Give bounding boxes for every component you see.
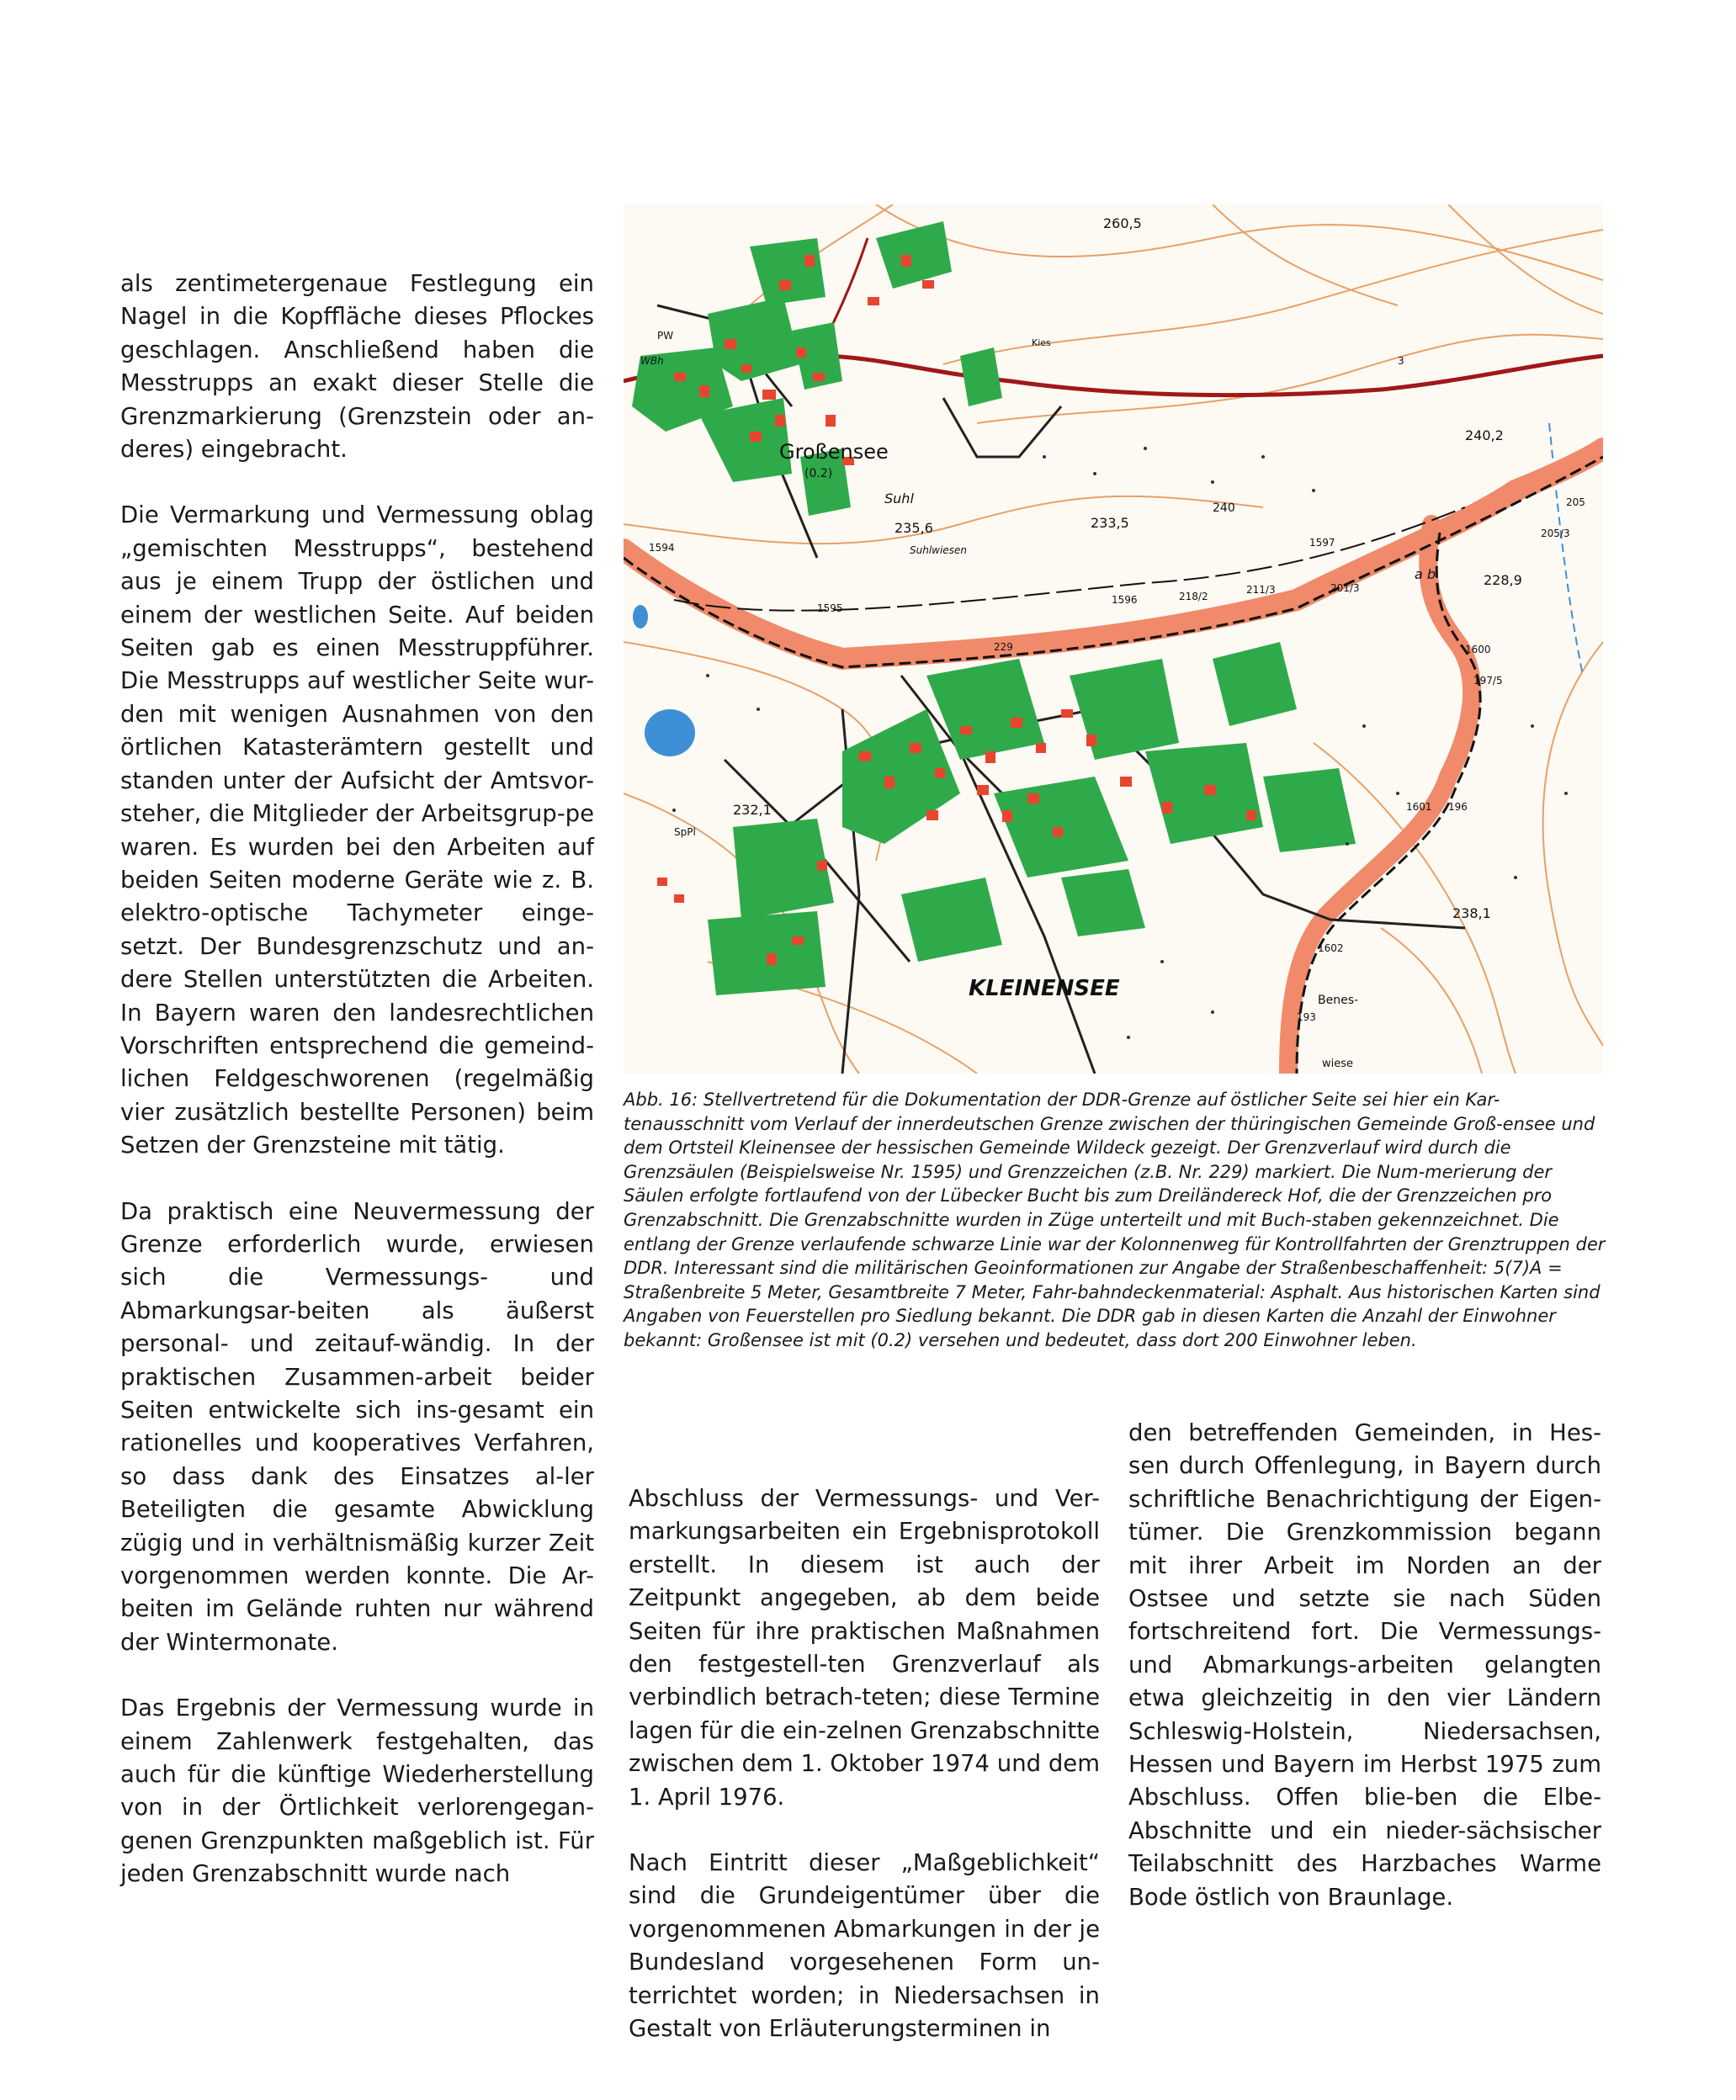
- marker-196: 196: [1448, 801, 1468, 813]
- height-260-5: 260,5: [1103, 215, 1142, 231]
- marker-211-3: 211/3: [1246, 584, 1276, 596]
- road-number-3: 3: [1398, 355, 1404, 367]
- paragraph: als zentimetergenaue Festlegung ein Nagel in die Kopffläche dieses Pflockes geschlagen. Anschließend haben die Messtrupps an exakt dieser Stelle die Grenzmarkierung (Grenzstein oder an-deres) eingebracht.: [120, 270, 594, 464]
- height-233-5: 233,5: [1091, 515, 1129, 531]
- paragraph: Die Vermarkung und Vermessung oblag „gemischten Messtrupps“, bestehend aus je einem Trupp der östlichen und einem der westlichen Seite. Auf beiden Seiten gab es einen Messtruppführer. Die Messtrupps auf westlicher Seite wur-den mit wenigen Ausnahmen von den örtlichen Katasterämtern gestellt und standen unter der Aufsicht der Amtsvor-steher, die Mitglieder der Arbeitsgrup-pe waren. Es wurden bei den Arbeiten auf beiden Seiten moderne Geräte wie z. B. elektro-optische Tachymeter einge-setzt. Der Bundesgrenzschutz und an-dere Stellen unterstützten die Arbeiten. In Bayern waren den landesrechtlichen Vorschriften entsprechend die gemeind-lichen Feldgeschworenen (regelmäßig vier zusätzlich bestellte Personen) beim Setzen der Grenzsteine mit tätig.: [120, 501, 594, 1159]
- height-228-9: 228,9: [1484, 572, 1522, 588]
- height-235-6: 235,6: [895, 520, 933, 536]
- marker-218-2: 218/2: [1179, 591, 1208, 602]
- paragraph: Nach Eintritt dieser „Maßgeblichkeit“ sind die Grundeigentümer über die vorgenommenen Abmarkungen in der je Bundesland vorgesehenen Form un-terrichtet worden; in Niedersachsen in Gestalt von Erläuterungsterminen in: [629, 1849, 1100, 2043]
- settlement-kleinensee: [708, 642, 1356, 995]
- left-text-column: [120, 268, 594, 1891]
- marker-205: 205: [1566, 496, 1585, 508]
- map-label-kies: Kies: [1032, 337, 1051, 348]
- map-label-wiese: wiese: [1322, 1058, 1354, 1070]
- marker-1596: 1596: [1112, 594, 1138, 606]
- marker-1595: 1595: [817, 602, 843, 614]
- marker-1597: 1597: [1309, 537, 1335, 549]
- middle-text-column: [629, 1482, 1100, 2046]
- map-label-wbh: WBh: [640, 355, 664, 367]
- marker-229: 229: [994, 641, 1013, 653]
- contour-label-240: 240: [1213, 501, 1235, 515]
- map-label-kleinensee: KLEINENSEE: [969, 976, 1120, 1001]
- border-map-figure: [624, 204, 1603, 1074]
- marker-193: 193: [1297, 1011, 1316, 1023]
- paragraph: Da praktisch eine Neuvermessung der Grenze erforderlich wurde, erwiesen sich die Vermessungs- und Abmarkungsar-beiten als äußerst personal- und zeitauf-wändig. In der praktischen Zusammen-arbeit beider Seiten entwickelte sich ins-gesamt ein rationelles und kooperatives Verfahren, so dass dank des Einsatzes al-ler Beteiligten die gesamte Abwicklung zügig und in verhältnismäßig kurzer Zeit vorgenommen werden konnte. Die Ar-beiten im Gelände ruhten nur während der Wintermonate.: [120, 1197, 594, 1656]
- paragraph: Abschluss der Vermessungs- und Ver-markungsarbeiten ein Ergebnisprotokoll erstellt. In diesem ist auch der Zeitpunkt angegeben, ab dem beide Seiten für ihre praktischen Maßnahmen den festgestell-ten Grenzverlauf als verbindlich betrach-teten; diese Termine lagen für die ein-zelnen Grenzabschnitte zwischen dem 1. Oktober 1974 und dem 1. April 1976.: [629, 1485, 1100, 1811]
- marker-205-3: 205/3: [1541, 528, 1570, 539]
- pond: [645, 709, 695, 756]
- right-text-column: [1128, 1417, 1601, 1914]
- paragraph: den betreffenden Gemeinden, in Hes-sen durch Offenlegung, in Bayern durch schriftliche Benachrichtigung der Eigen-tümer. Die Grenzkommission begann mit ihrer Arbeit im Norden an der Ostsee und setzte sie nach Süden fortschreitend fort. Die Vermessungs- und Abmarkungs-arbeiten gelangten etwa gleichzeitig in den vier Ländern Schleswig-Holstein, Niedersachsen, Hessen und Bayern im Herbst 1975 zum Abschluss. Offen blie-ben die Elbe-Abschnitte und ein nieder-sächsischer Teilabschnitt des Harzbaches Warme Bode östlich von Braunlage.: [1128, 1419, 1601, 1911]
- paragraph: Das Ergebnis der Vermessung wurde in einem Zahlenwerk festgehalten, das auch für die künftige Wiederherstellung von in der Örtlichkeit verlorengegan-genen Grenzpunkten maßgeblich ist. Für jeden Grenzabschnitt wurde nach: [120, 1694, 594, 1888]
- marker-1600: 1600: [1465, 644, 1491, 655]
- map-label-pw: PW: [657, 330, 674, 342]
- section-letters-ab: a b: [1415, 566, 1436, 582]
- pond-small: [633, 605, 648, 628]
- marker-1601: 1601: [1406, 801, 1432, 813]
- figure-caption: Abb. 16: Stellvertretend für die Dokumentation der DDR-Grenze auf östlicher Seite sei hier ein Kar-tenausschnitt vom Verlauf der innerdeutschen Grenze zwischen der thüringischen Gemeinde Groß-ensee und dem Ortsteil Kleinensee der hessischen Gemeinde Wildeck gezeigt. Der Grenzverlauf wird durch die Grenzsäulen (Beispielsweise Nr. 1595) und Grenzzeichen (z.B. Nr. 229) markiert. Die Num-merierung der Säulen erfolgte fortlaufend von der Lübecker Bucht bis zum Dreiländereck Hof, die der Grenzzeichen pro Grenzabschnitt. Die Grenzabschnitte wurden in Züge unterteilt und mit Buch-staben gekennzeichnet. Die entlang der Grenze verlaufende schwarze Linie war der Kolonnenweg für Kontrollfahrten der Grenztruppen der DDR. Interessant sind die militärischen Geoinformationen zur Angabe der Straßenbeschaffenheit: 5(7)A = Straßenbreite 5 Meter, Gesamtbreite 7 Meter, Fahr-bahndeckenmaterial: Asphalt. Aus historischen Karten sind Angaben von Feuerstellen pro Siedlung bekannt. Die DDR gab in diesen Karten die Anzahl der Einwohner bekannt: Großensee ist mit (0.2) versehen und bedeutet, dass dort 200 Einwohner leben.: [624, 1090, 1606, 1350]
- marker-1594: 1594: [649, 542, 675, 554]
- map-label-benes: Benes-: [1318, 994, 1359, 1007]
- height-232-1: 232,1: [733, 802, 772, 818]
- map-label-grossensee: Großensee: [779, 440, 889, 464]
- marker-1602: 1602: [1318, 942, 1344, 954]
- height-240-2: 240,2: [1465, 427, 1504, 443]
- topographic-map: [624, 204, 1603, 1074]
- marker-201-3: 201/3: [1330, 582, 1360, 594]
- map-label-population: (0.2): [804, 467, 833, 480]
- map-label-suhl: Suhl: [884, 491, 914, 506]
- marker-197-5: 197/5: [1473, 675, 1503, 687]
- map-label-suhlwiesen: Suhlwiesen: [910, 544, 967, 556]
- height-238-1: 238,1: [1452, 905, 1491, 921]
- map-label-sppl: SpPl: [674, 826, 696, 838]
